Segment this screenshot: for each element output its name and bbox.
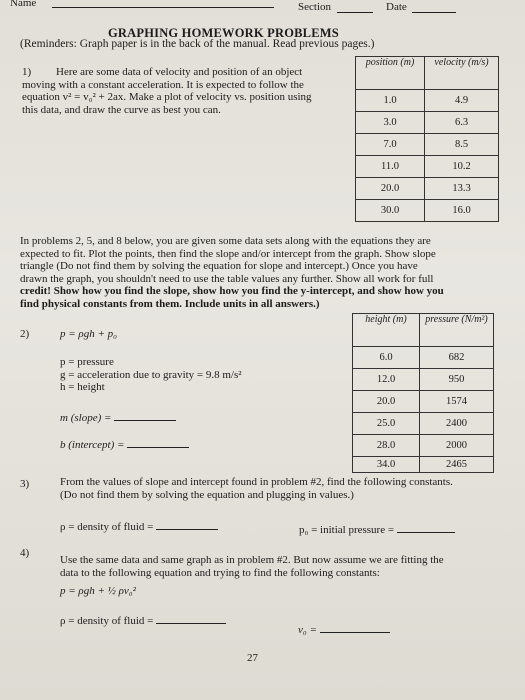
table-cell: 1574 [420, 391, 494, 413]
instructions-line6: find physical constants from them. Include units in all answers.) [20, 297, 320, 310]
intercept-label: b (intercept) = [60, 439, 125, 451]
table-cell: 34.0 [353, 457, 420, 473]
problem4-density-label: ρ = density of fluid = [60, 615, 154, 627]
problem4-text [60, 554, 505, 579]
problem4-v0-answer-line[interactable] [320, 622, 390, 633]
table-cell: 16.0 [425, 200, 499, 222]
table2-header-height: height (m) [353, 314, 420, 347]
table-cell: 6.0 [353, 347, 420, 369]
problem1-line3: equation v² = v₀² + 2ax. Make a plot of velocity vs. position using [22, 91, 312, 103]
table-row [356, 134, 499, 156]
name-line[interactable] [52, 7, 274, 8]
table2-header-pressure: pressure (N/m²) [420, 314, 494, 347]
date-line[interactable] [412, 12, 456, 13]
table-cell: 3.0 [356, 112, 425, 134]
table-row [353, 369, 494, 391]
table-cell: 7.0 [356, 134, 425, 156]
problem3-initial-label: p₀ = initial pressure = [299, 524, 395, 536]
table2-header-row [353, 314, 494, 347]
table-cell: 8.5 [425, 134, 499, 156]
velocity-position-table [355, 56, 499, 222]
table1-header-position: position (m) [356, 57, 425, 90]
problem4-density-field [60, 613, 226, 628]
section-label: Section [298, 1, 331, 13]
problem3-density-answer-line[interactable] [156, 519, 218, 530]
table-cell: 2000 [420, 435, 494, 457]
table-cell: 20.0 [356, 178, 425, 200]
table-row [353, 347, 494, 369]
definition-pressure: p = pressure [60, 356, 114, 368]
table-row [353, 457, 494, 473]
section-line[interactable] [337, 12, 373, 13]
slope-label: m (slope) = [60, 412, 112, 424]
date-label: Date [386, 1, 407, 13]
problem3-density-field [60, 519, 218, 534]
page-number: 27 [247, 652, 258, 664]
instructions-line1: In problems 2, 5, and 8 below, you are given some data sets along with the equations they are [20, 235, 431, 247]
problem3-line2: (Do not find them by solving the equation and plugging in values.) [60, 488, 354, 501]
instructions-line4: drawn the graph, you shouldn't need to use the table values any further. Show all work for full [20, 272, 434, 285]
problem4-v0-field [298, 622, 390, 637]
table-cell: 13.3 [425, 178, 499, 200]
problem4-line1: Use the same data and same graph as in problem #2. But now assume we are fitting the [60, 554, 444, 566]
problem3-density-label: ρ = density of fluid = [60, 521, 154, 533]
reminder-text: (Reminders: Graph paper is in the back of the manual. Read previous pages.) [20, 38, 375, 50]
problem1-text [22, 66, 352, 116]
problem3-initial-answer-line[interactable] [397, 522, 455, 533]
intercept-field [60, 437, 189, 452]
problem1-line1: Here are some data of velocity and position of an object [56, 66, 303, 78]
table-cell: 25.0 [353, 413, 420, 435]
problem1-line4: this data, and draw the curve as best you can. [22, 103, 221, 116]
instructions-line3: triangle (Do not find them by solving the equation for slope and intercept.) Once you have [20, 260, 418, 272]
problem2-definitions [60, 356, 242, 394]
problem2-equation: p = ρgh + p₀ [60, 328, 117, 340]
problem3-number: 3) [20, 478, 30, 490]
table-row [356, 112, 499, 134]
table-row [356, 200, 499, 222]
problem1-line2: moving with a constant acceleration. It is expected to follow the [22, 78, 304, 91]
problem3-line1: From the values of slope and intercept found in problem #2, find the following constants. [60, 476, 453, 488]
table-row [356, 178, 499, 200]
table-cell: 2400 [420, 413, 494, 435]
table-cell: 10.2 [425, 156, 499, 178]
problem2-number: 2) [20, 328, 30, 340]
problem4-density-answer-line[interactable] [156, 613, 226, 624]
problem4-equation: p = ρgh + ½ ρv₀² [60, 585, 136, 597]
table-cell: 28.0 [353, 435, 420, 457]
problem4-v0-label: v₀ = [298, 624, 317, 636]
table-row [356, 156, 499, 178]
table1-header-row [356, 57, 499, 90]
table-cell: 950 [420, 369, 494, 391]
definition-gravity: g = acceleration due to gravity = 9.8 m/s² [60, 368, 242, 381]
table-row [353, 391, 494, 413]
name-label: Name [10, 0, 37, 9]
table-cell: 6.3 [425, 112, 499, 134]
slope-field [60, 410, 176, 425]
table-cell: 682 [420, 347, 494, 369]
table1-header-velocity: velocity (m/s) [425, 57, 499, 90]
problem3-text [60, 476, 500, 501]
table-cell: 12.0 [353, 369, 420, 391]
problem4-line2: data to the following equation and trying to find the following constants: [60, 566, 380, 579]
page-title: GRAPHING HOMEWORK PROBLEMS [108, 26, 339, 40]
table-row [353, 435, 494, 457]
table-cell: 1.0 [356, 90, 425, 112]
table-row [353, 413, 494, 435]
instructions-line2: expected to fit. Plot the points, then find the slope and/or intercept from the graph. Show slope [20, 247, 436, 260]
problem3-initial-field [299, 522, 455, 537]
table-cell: 4.9 [425, 90, 499, 112]
table-cell: 2465 [420, 457, 494, 473]
table-cell: 30.0 [356, 200, 425, 222]
intercept-answer-line[interactable] [127, 437, 189, 448]
instructions-block [20, 235, 500, 310]
problem1-number: 1) [22, 66, 32, 78]
table-row [356, 90, 499, 112]
instructions-line5: credit! Show how you find the slope, show how you find the y-intercept, and show how you [20, 285, 444, 297]
table-cell: 11.0 [356, 156, 425, 178]
height-pressure-table [352, 313, 494, 473]
definition-height: h = height [60, 381, 105, 393]
table-cell: 20.0 [353, 391, 420, 413]
problem4-number: 4) [20, 547, 30, 559]
slope-answer-line[interactable] [114, 410, 176, 421]
